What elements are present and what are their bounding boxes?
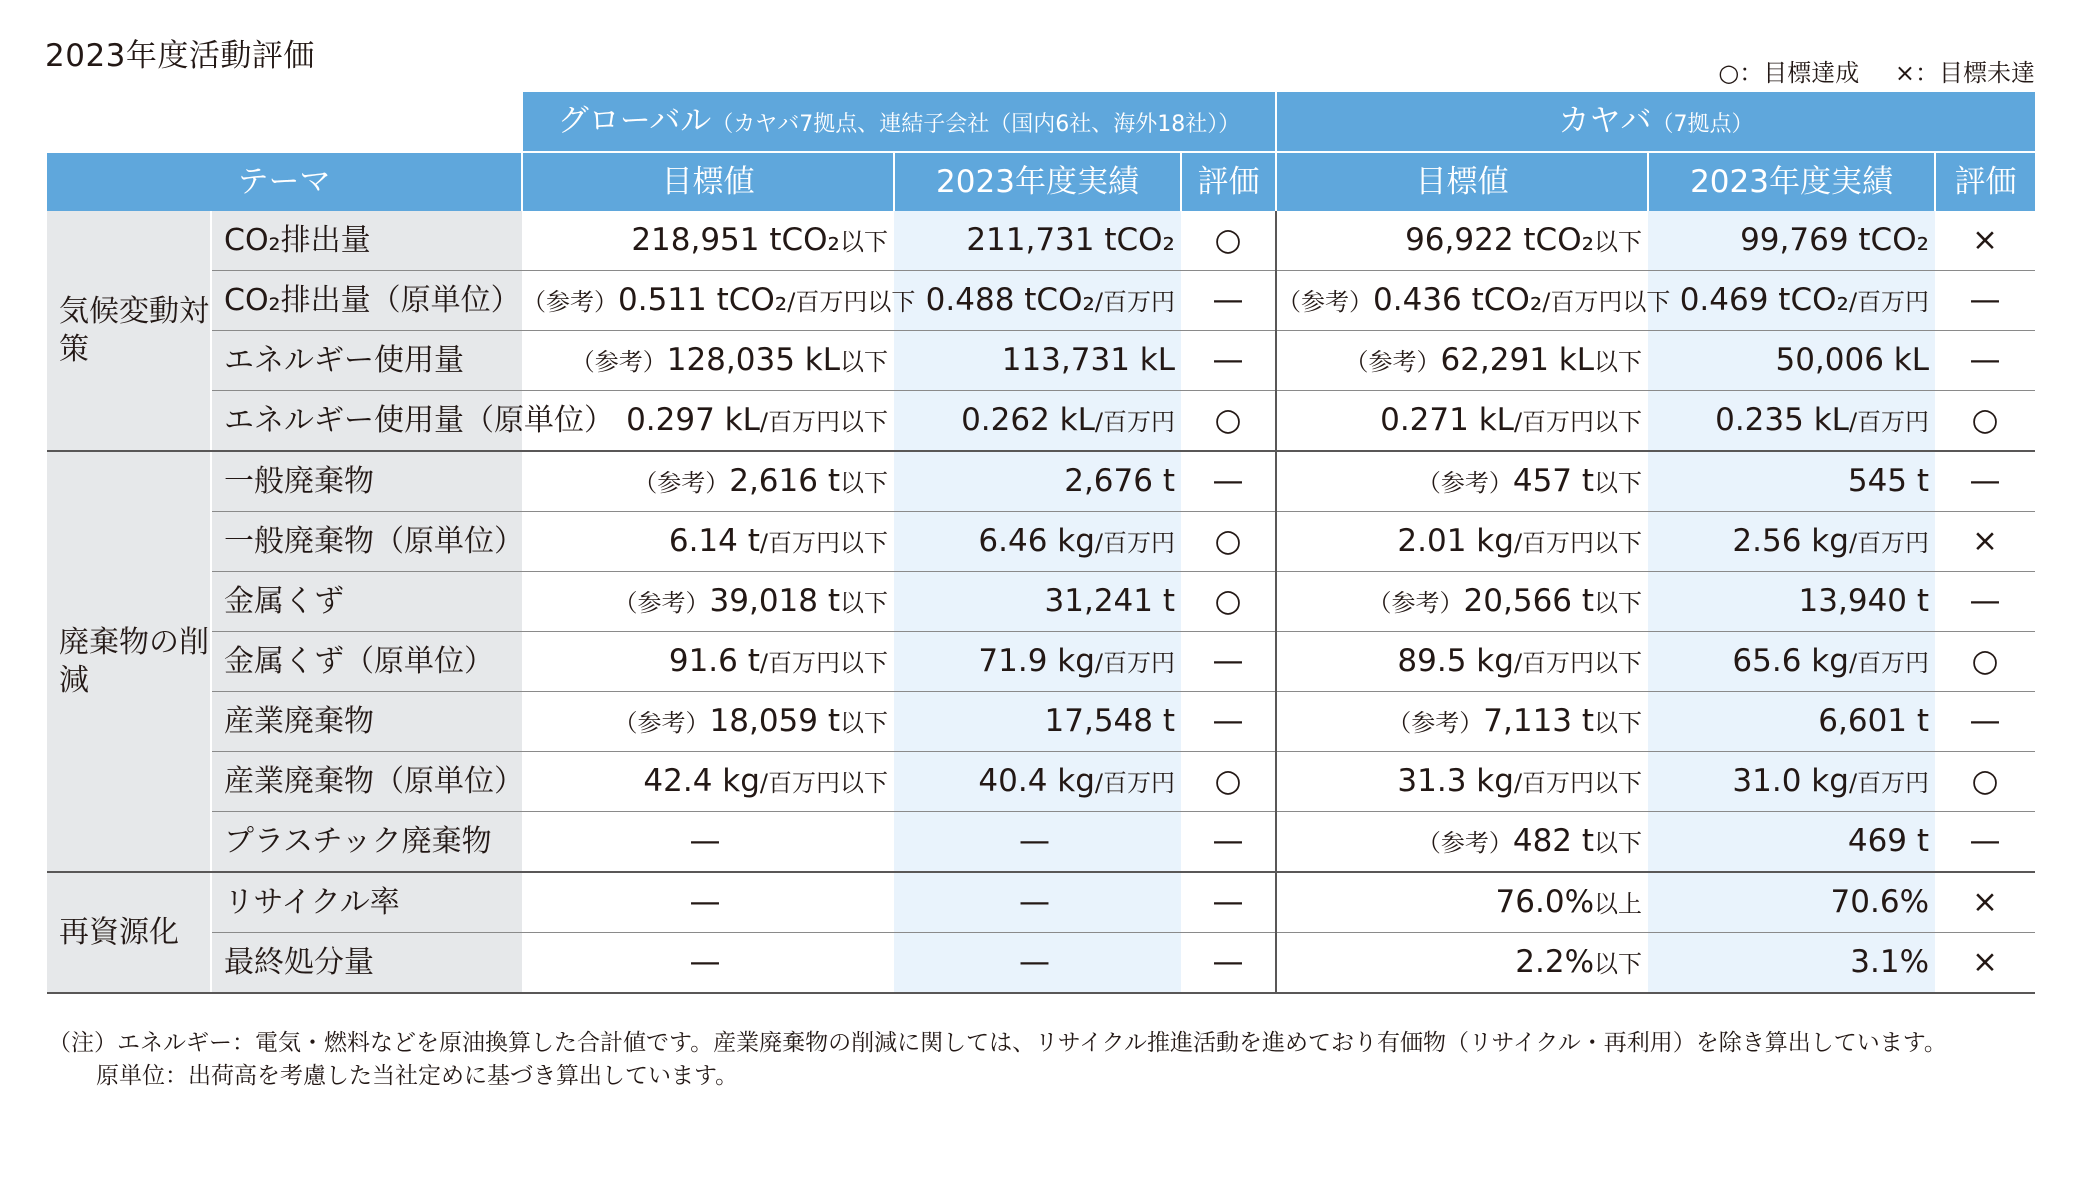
kyb-result-cell — [1648, 692, 1935, 752]
target-suffix: 以下 — [1594, 589, 1643, 617]
theme-item-cell: CO₂排出量 — [211, 211, 522, 271]
table-row — [47, 271, 2035, 331]
global-evaluation-mark: ○ — [1181, 211, 1276, 271]
target-prefix: （参考） — [1344, 348, 1441, 376]
result-value: 6.46 kg — [978, 523, 1095, 559]
target-suffix: 以下 — [1594, 348, 1643, 376]
global-evaluation-mark: ○ — [1181, 752, 1276, 812]
target-suffix: /百万円以下 — [787, 288, 916, 316]
target-suffix: 以下 — [840, 469, 888, 497]
target-value: 6.14 t — [668, 523, 760, 559]
theme-item-cell: 一般廃棄物 — [211, 451, 522, 512]
category-cell: 再資源化 — [47, 872, 211, 993]
global-target-cell — [522, 812, 894, 873]
global-evaluation-mark: ○ — [1181, 391, 1276, 452]
target-suffix: 以下 — [1594, 228, 1643, 256]
theme-item-cell: エネルギー使用量（原単位） — [211, 391, 522, 452]
target-value: 2.01 kg — [1397, 523, 1514, 559]
result-value: 40.4 kg — [978, 763, 1095, 799]
result-value: 113,731 kL — [1001, 342, 1175, 378]
target-prefix: （参考） — [1387, 709, 1484, 737]
target-value: 20,566 t — [1463, 583, 1595, 619]
global-evaluation-mark: — — [1181, 812, 1276, 873]
theme-item-cell: プラスチック廃棄物 — [211, 812, 522, 873]
global-evaluation-mark: — — [1181, 632, 1276, 692]
result-value: 2,676 t — [1064, 463, 1175, 499]
kyb-result-cell — [1648, 331, 1935, 391]
target-prefix: （参考） — [1277, 288, 1374, 316]
target-suffix: 以下 — [840, 228, 888, 256]
global-result-cell — [894, 512, 1181, 572]
global-target-cell — [522, 512, 894, 572]
global-evaluation-mark: — — [1181, 692, 1276, 752]
header-global-result: 2023年度実績 — [894, 152, 1181, 211]
kyb-result-cell — [1648, 572, 1935, 632]
target-suffix: /百万円以下 — [759, 529, 888, 557]
target-suffix: /百万円以下 — [1513, 649, 1643, 677]
kyb-target-cell — [1276, 812, 1648, 873]
result-suffix: /百万円 — [1094, 529, 1175, 557]
target-suffix: /百万円以下 — [759, 649, 888, 677]
global-result-cell — [894, 331, 1181, 391]
header-blank — [47, 92, 522, 152]
result-value: 0.235 kL — [1715, 402, 1849, 438]
kyb-result-cell — [1648, 451, 1935, 512]
table-row — [47, 211, 2035, 271]
kyb-evaluation-mark: ○ — [1935, 632, 2035, 692]
global-target-cell — [522, 271, 916, 331]
kyb-target-cell — [1276, 572, 1648, 632]
table-row — [47, 632, 2035, 692]
result-value: 31,241 t — [1044, 583, 1175, 619]
target-value: 0.436 tCO₂ — [1373, 282, 1543, 318]
target-prefix: （参考） — [1367, 589, 1464, 617]
category-cell: 廃棄物の削減 — [47, 451, 211, 872]
result-suffix: /百万円 — [1848, 529, 1930, 557]
kyb-target-cell — [1276, 933, 1648, 994]
global-evaluation-mark: — — [1181, 271, 1276, 331]
target-suffix: /百万円以下 — [1513, 529, 1643, 557]
result-value: 70.6% — [1830, 884, 1930, 920]
header-kyb: カヤバ（7拠点） — [1276, 92, 2035, 152]
kyb-target-cell — [1276, 331, 1648, 391]
target-value: 0.511 tCO₂ — [618, 282, 788, 318]
target-suffix: 以下 — [1594, 709, 1643, 737]
target-suffix: 以下 — [840, 709, 888, 737]
header-global-evaluation: 評価 — [1181, 152, 1276, 211]
global-evaluation-mark: — — [1181, 933, 1276, 994]
result-suffix: /百万円 — [1094, 288, 1175, 316]
target-prefix: （参考） — [1416, 829, 1513, 857]
theme-item-cell: 産業廃棄物（原単位） — [211, 752, 522, 812]
kyb-target-cell — [1276, 752, 1648, 812]
target-value: 62,291 kL — [1440, 342, 1595, 378]
result-value: — — [1019, 823, 1050, 859]
kyb-result-cell — [1648, 271, 1935, 331]
target-value: 482 t — [1512, 823, 1595, 859]
table-row — [47, 872, 2035, 933]
global-target-cell — [522, 331, 894, 391]
global-target-cell — [522, 872, 894, 933]
target-prefix: （参考） — [613, 709, 710, 737]
global-result-cell — [894, 211, 1181, 271]
kyb-evaluation-mark: — — [1935, 572, 2035, 632]
target-value: 96,922 tCO₂ — [1405, 222, 1595, 258]
legend-achieved: ○：目標達成 — [1718, 59, 1860, 87]
theme-item-cell: 金属くず（原単位） — [211, 632, 522, 692]
kyb-evaluation-mark: — — [1935, 451, 2035, 512]
global-target-cell — [522, 572, 894, 632]
global-result-cell — [894, 632, 1181, 692]
target-value: 2,616 t — [729, 463, 840, 499]
result-value: — — [1019, 884, 1050, 920]
kyb-target-cell — [1276, 271, 1671, 331]
kyb-target-cell — [1276, 872, 1648, 933]
target-suffix: 以下 — [1594, 950, 1643, 978]
target-prefix: （参考） — [570, 348, 667, 376]
target-value: 42.4 kg — [643, 763, 760, 799]
kyb-result-cell — [1648, 512, 1935, 572]
result-suffix: /百万円 — [1848, 408, 1930, 436]
result-suffix: /百万円 — [1094, 649, 1175, 677]
kyb-evaluation-mark: — — [1935, 692, 2035, 752]
theme-item-cell: エネルギー使用量 — [211, 331, 522, 391]
result-value: 0.262 kL — [961, 402, 1095, 438]
result-value: 71.9 kg — [978, 643, 1095, 679]
result-value: 50,006 kL — [1775, 342, 1930, 378]
target-value: 128,035 kL — [666, 342, 840, 378]
table-row — [47, 451, 2035, 512]
target-value: 457 t — [1512, 463, 1595, 499]
kyb-target-cell — [1276, 692, 1648, 752]
global-result-cell — [894, 572, 1181, 632]
header-kyb-target: 目標値 — [1276, 152, 1648, 211]
result-suffix: /百万円 — [1848, 288, 1930, 316]
legend-not-achieved: ×：目標未達 — [1894, 59, 2035, 87]
table-row — [47, 812, 2035, 873]
target-prefix: （参考） — [633, 469, 730, 497]
page-title: 2023年度活動評価 — [45, 38, 315, 74]
target-prefix: （参考） — [613, 589, 710, 617]
target-value: — — [689, 823, 721, 859]
target-value: 89.5 kg — [1397, 643, 1514, 679]
global-evaluation-mark: — — [1181, 451, 1276, 512]
kyb-target-cell — [1276, 512, 1648, 572]
result-suffix: /百万円 — [1094, 769, 1175, 797]
target-value: 39,018 t — [709, 583, 840, 619]
kyb-evaluation-mark: ○ — [1935, 752, 2035, 812]
table-row — [47, 692, 2035, 752]
target-value: 0.271 kL — [1380, 402, 1514, 438]
global-evaluation-mark: ○ — [1181, 512, 1276, 572]
kyb-evaluation-mark: × — [1935, 211, 2035, 271]
global-target-cell — [522, 752, 894, 812]
global-target-cell — [522, 211, 894, 271]
target-suffix: 以下 — [840, 589, 888, 617]
target-value: — — [689, 944, 721, 980]
global-result-cell — [894, 391, 1181, 452]
legend — [1690, 53, 2035, 88]
global-result-cell — [894, 271, 1181, 331]
result-value: 0.469 tCO₂ — [1679, 282, 1849, 318]
kyb-evaluation-mark: — — [1935, 271, 2035, 331]
target-value: 31.3 kg — [1397, 763, 1514, 799]
header-kyb-result: 2023年度実績 — [1648, 152, 1935, 211]
footnote — [48, 1027, 1947, 1094]
result-value: 211,731 tCO₂ — [966, 222, 1175, 258]
header-global: グローバル（カヤバ7拠点、連結子会社（国内6社、海外18社）） — [522, 92, 1276, 152]
kyb-result-cell — [1648, 211, 1935, 271]
global-target-cell — [522, 933, 894, 994]
target-suffix: 以上 — [1594, 890, 1643, 918]
result-value: 6,601 t — [1818, 703, 1930, 739]
target-suffix: /百万円以下 — [1513, 769, 1643, 797]
kyb-evaluation-mark: — — [1935, 812, 2035, 873]
target-value: 76.0% — [1495, 884, 1595, 920]
target-suffix: 以下 — [840, 348, 888, 376]
target-suffix: /百万円以下 — [1542, 288, 1671, 316]
target-value: — — [689, 884, 721, 920]
result-value: 545 t — [1847, 463, 1930, 499]
table-row — [47, 572, 2035, 632]
global-evaluation-mark: ○ — [1181, 572, 1276, 632]
target-value: 0.297 kL — [626, 402, 760, 438]
header-global-target: 目標値 — [522, 152, 894, 211]
global-result-cell — [894, 872, 1181, 933]
target-suffix: /百万円以下 — [759, 769, 888, 797]
kyb-evaluation-mark: × — [1935, 872, 2035, 933]
result-value: 13,940 t — [1798, 583, 1930, 619]
header-kyb-evaluation: 評価 — [1935, 152, 2035, 211]
result-value: 99,769 tCO₂ — [1740, 222, 1930, 258]
result-value: 31.0 kg — [1732, 763, 1849, 799]
kyb-evaluation-mark: × — [1935, 512, 2035, 572]
kyb-target-cell — [1276, 391, 1648, 452]
theme-item-cell: 一般廃棄物（原単位） — [211, 512, 522, 572]
theme-item-cell: 最終処分量 — [211, 933, 522, 994]
table-row — [47, 752, 2035, 812]
kyb-result-cell — [1648, 933, 1935, 994]
table-row — [47, 331, 2035, 391]
target-suffix: /百万円以下 — [759, 408, 888, 436]
result-value: 469 t — [1847, 823, 1930, 859]
kyb-target-cell — [1276, 451, 1648, 512]
kyb-result-cell — [1648, 812, 1935, 873]
theme-item-cell: 金属くず — [211, 572, 522, 632]
kyb-target-cell — [1276, 211, 1648, 271]
table-row — [47, 933, 2035, 994]
evaluation-table — [47, 92, 2035, 994]
global-target-cell — [522, 632, 894, 692]
global-target-cell — [522, 692, 894, 752]
kyb-evaluation-mark: × — [1935, 933, 2035, 994]
global-evaluation-mark: — — [1181, 872, 1276, 933]
target-suffix: /百万円以下 — [1513, 408, 1643, 436]
footnote-line-1: （注）エネルギー：電気・燃料などを原油換算した合計値です。産業廃棄物の削減に関しては、リサイクル推進活動を進めており有価物（リサイクル・再利用）を除き算出しています。 — [48, 1030, 1947, 1056]
global-result-cell — [894, 812, 1181, 873]
global-target-cell — [522, 451, 894, 512]
table-row — [47, 391, 2035, 452]
target-value: 18,059 t — [709, 703, 840, 739]
footnote-line-2: 原単位：出荷高を考慮した当社定めに基づき算出しています。 — [96, 1063, 739, 1090]
kyb-evaluation-mark: ○ — [1935, 391, 2035, 452]
target-suffix: 以下 — [1594, 469, 1643, 497]
global-result-cell — [894, 752, 1181, 812]
kyb-result-cell — [1648, 752, 1935, 812]
result-value: 3.1% — [1850, 944, 1930, 980]
header-theme: テーマ — [47, 152, 522, 211]
theme-item-cell: CO₂排出量（原単位） — [211, 271, 522, 331]
theme-item-cell: 産業廃棄物 — [211, 692, 522, 752]
result-value: — — [1019, 944, 1050, 980]
target-value: 218,951 tCO₂ — [631, 222, 840, 258]
table-row — [47, 512, 2035, 572]
result-value: 65.6 kg — [1732, 643, 1849, 679]
global-result-cell — [894, 451, 1181, 512]
kyb-evaluation-mark: — — [1935, 331, 2035, 391]
target-value: 7,113 t — [1483, 703, 1595, 739]
kyb-result-cell — [1648, 632, 1935, 692]
kyb-target-cell — [1276, 632, 1648, 692]
kyb-result-cell — [1648, 872, 1935, 933]
kyb-result-cell — [1648, 391, 1935, 452]
global-evaluation-mark: — — [1181, 331, 1276, 391]
target-suffix: 以下 — [1594, 829, 1643, 857]
global-result-cell — [894, 933, 1181, 994]
target-value: 2.2% — [1515, 944, 1595, 980]
global-result-cell — [894, 692, 1181, 752]
result-suffix: /百万円 — [1848, 769, 1930, 797]
target-prefix: （参考） — [1416, 469, 1513, 497]
result-value: 17,548 t — [1044, 703, 1175, 739]
result-suffix: /百万円 — [1848, 649, 1930, 677]
result-value: 0.488 tCO₂ — [925, 282, 1095, 318]
theme-item-cell: リサイクル率 — [211, 872, 522, 933]
result-suffix: /百万円 — [1094, 408, 1175, 436]
result-value: 2.56 kg — [1732, 523, 1849, 559]
target-value: 91.6 t — [668, 643, 760, 679]
category-cell: 気候変動対策 — [47, 211, 211, 451]
target-prefix: （参考） — [522, 288, 618, 316]
